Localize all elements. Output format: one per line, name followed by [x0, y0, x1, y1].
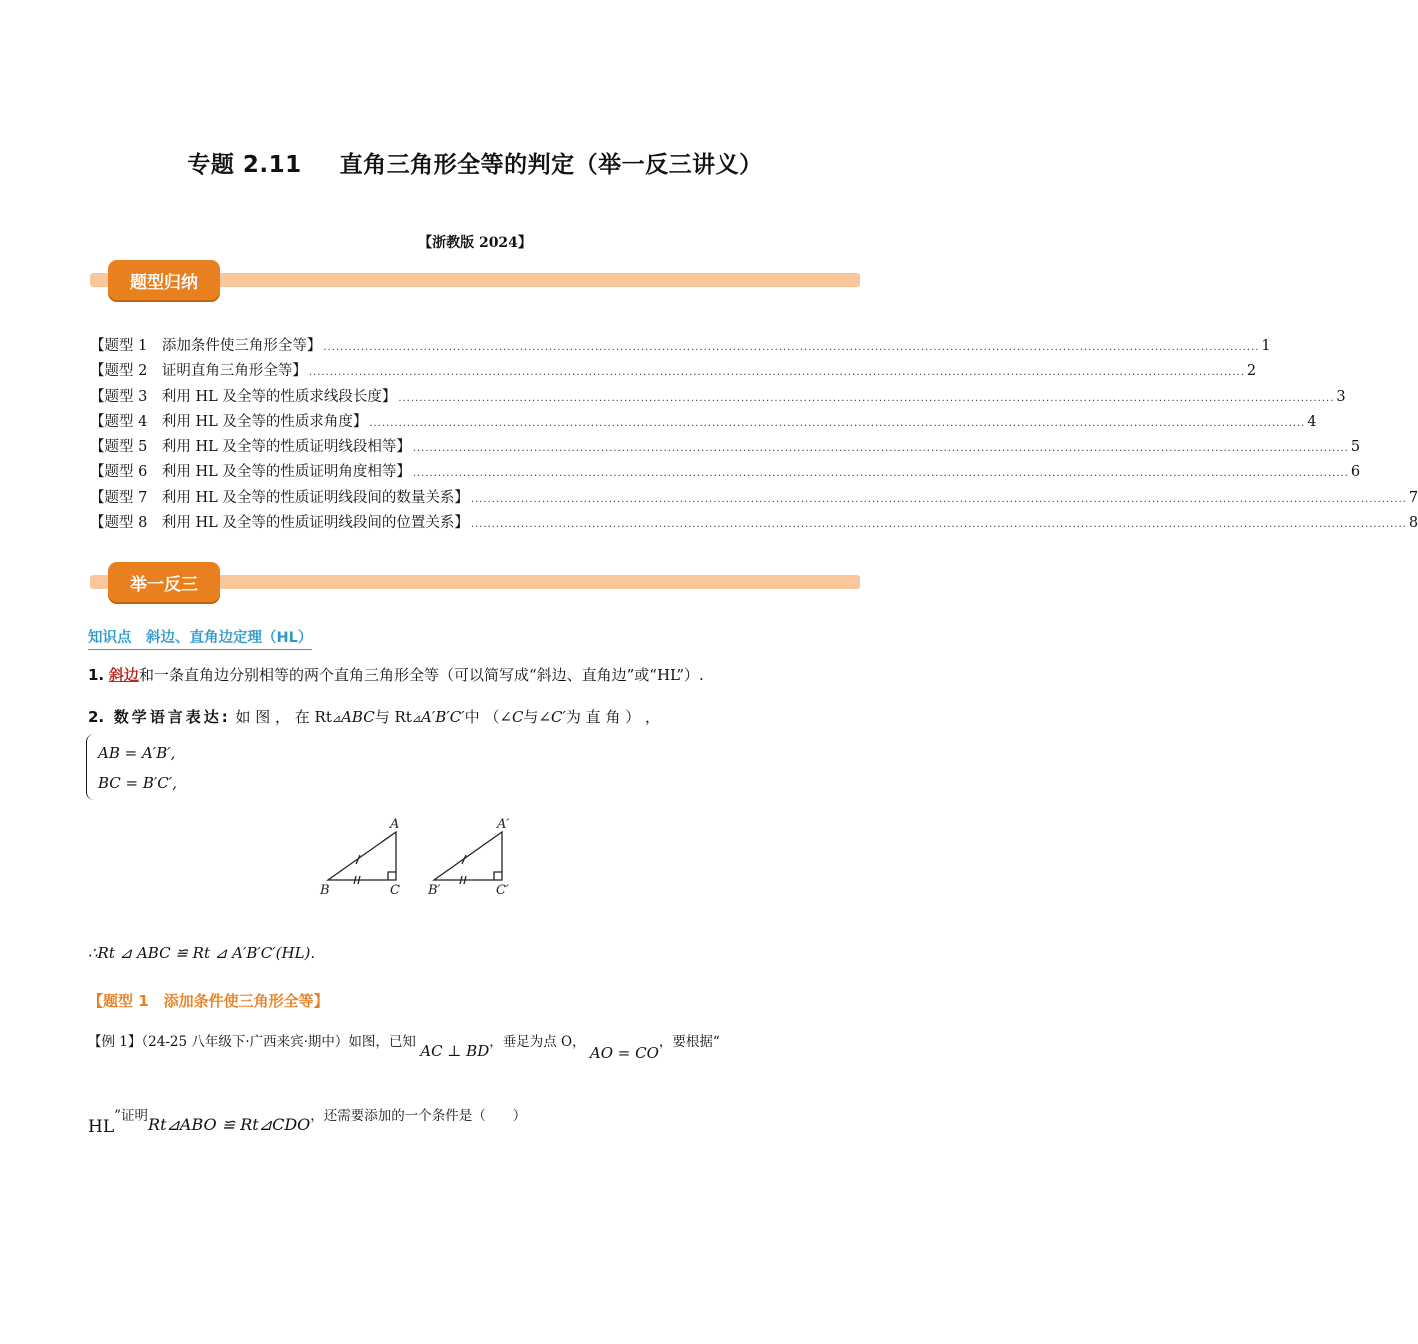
toc-leader: ................................................................................................................................................................................................................................: [308, 367, 1245, 379]
toc-item-5[interactable]: [90, 435, 1361, 460]
vertex-b-prime: B′: [428, 883, 441, 898]
need-text: ，要根据“: [658, 1034, 720, 1050]
equation-ab: AB = A′B′,: [98, 744, 176, 762]
toc-leader: ................................................................................................................................................................................................................................: [369, 417, 1306, 429]
toc-label: 【题型 4 利用 HL 及全等的性质求角度】: [90, 413, 368, 430]
vertex-a-prime: A′: [497, 817, 510, 832]
example-1-line-2: [88, 1104, 527, 1137]
triangle-right: [434, 832, 502, 884]
angle-c-prime: ∠C′: [538, 708, 566, 726]
knowledge-point-title: 知识点 斜边、直角边定理（HL）: [88, 626, 312, 650]
toc-item-8[interactable]: [90, 511, 1418, 536]
toc-page: 8: [1408, 515, 1418, 532]
congruence-statement: Rt⊿ABO ≌ Rt⊿CDO: [148, 1115, 311, 1134]
vertex-a: A: [390, 817, 400, 832]
toc-label: 【题型 8 利用 HL 及全等的性质证明线段间的位置关系】: [90, 515, 469, 532]
toc-item-7[interactable]: [90, 486, 1418, 511]
toc-page: 4: [1307, 413, 1317, 430]
system-brace: [86, 734, 96, 800]
vertex-c: C: [390, 883, 400, 898]
toc-page: 6: [1350, 464, 1361, 481]
toc-label: 【题型 1 添加条件使三角形全等】: [90, 338, 322, 354]
foot-text: ，垂足为点 O，: [489, 1034, 586, 1050]
toc-item-6[interactable]: [90, 460, 1361, 485]
paragraph-2: [88, 706, 660, 727]
keyword-hypotenuse: 斜边: [108, 666, 139, 684]
p2-text-e: 为 直 角 ） ，: [565, 708, 660, 726]
item-number: 1.: [88, 666, 105, 684]
toc-page: 2: [1246, 363, 1257, 380]
toc-page: 7: [1408, 489, 1418, 506]
angle-c: ∠C: [499, 708, 524, 726]
p2-text-c: 中 （: [464, 708, 500, 726]
example-1-line-1: [88, 1030, 720, 1062]
hl-text: HL: [88, 1117, 115, 1137]
table-of-contents: [90, 334, 1418, 536]
toc-label: 【题型 2 证明直角三角形全等】: [90, 363, 307, 380]
triangle-symbol: ⊿: [411, 712, 422, 725]
toc-page: 1: [1261, 338, 1271, 354]
toc-label: 【题型 6 利用 HL 及全等的性质证明角度相等】: [90, 464, 411, 481]
toc-leader: ................................................................................................................................................................................................................................: [398, 392, 1335, 404]
toc-page: 3: [1336, 388, 1346, 405]
p2-text-b: 与 Rt: [374, 708, 412, 726]
triangle-abc: ABC: [341, 708, 375, 726]
triangles-figure: [316, 812, 526, 902]
math-language-label: 数学语言表达:: [113, 708, 231, 726]
section-tab-practice: 举一反三: [108, 562, 220, 602]
toc-item-3[interactable]: [90, 385, 1346, 410]
toc-leader: ................................................................................................................................................................................................................................: [412, 468, 1349, 480]
item-number: 2.: [88, 708, 105, 726]
prove-text: ”证明: [114, 1108, 149, 1124]
toc-item-1[interactable]: [90, 334, 1271, 359]
triangle-left: [328, 832, 396, 884]
paragraph-1: [88, 664, 704, 685]
type-1-heading: 【题型 1 添加条件使三角形全等】: [88, 992, 329, 1010]
toc-item-4[interactable]: [90, 410, 1317, 435]
title-text: 直角三角形全等的判定（举一反三讲义）: [339, 152, 763, 178]
toc-item-2[interactable]: [90, 359, 1257, 384]
title-number: 专题 2.11: [187, 152, 302, 178]
triangle-symbol: ⊿: [331, 712, 342, 725]
toc-leader: ................................................................................................................................................................................................................................: [323, 342, 1260, 353]
page-title: [0, 146, 950, 179]
toc-leader: ................................................................................................................................................................................................................................: [470, 493, 1407, 505]
toc-label: 【题型 5 利用 HL 及全等的性质证明线段相等】: [90, 439, 411, 456]
section-tab-summary: 题型归纳: [108, 260, 220, 300]
toc-leader: ................................................................................................................................................................................................................................: [412, 443, 1349, 455]
equation-bc: BC = B′C′,: [98, 774, 177, 792]
example-source: （24-25 八年级下·广西来宾·期中）如图，已知: [141, 1034, 416, 1050]
edition-label: 【浙教版 2024】: [418, 235, 532, 251]
vertex-c-prime: C′: [496, 883, 509, 898]
triangle-abc-prime: A′B′C′: [421, 708, 465, 726]
toc-leader: ................................................................................................................................................................................................................................: [470, 519, 1407, 531]
toc-page: 5: [1350, 439, 1361, 456]
vertex-b: B: [320, 883, 330, 898]
toc-label: 【题型 3 利用 HL 及全等的性质求线段长度】: [90, 388, 397, 405]
question-text: ，还需要添加的一个条件是（ ）: [310, 1108, 527, 1124]
condition-equal: AO = CO: [589, 1044, 659, 1062]
example-label: 【例 1】: [88, 1034, 142, 1050]
p2-text-d: 与: [523, 708, 539, 726]
p2-text-a: 如 图 ， 在 Rt: [235, 708, 332, 726]
toc-label: 【题型 7 利用 HL 及全等的性质证明线段间的数量关系】: [90, 489, 469, 506]
paragraph-1-text: 和一条直角边分别相等的两个直角三角形全等（可以简写成“斜边、直角边”或“HL”）.: [138, 666, 704, 684]
condition-perpendicular: AC ⊥ BD: [420, 1042, 490, 1060]
conclusion-statement: ∴Rt ⊿ ABC ≌ Rt ⊿ A′B′C′(HL).: [88, 944, 316, 962]
